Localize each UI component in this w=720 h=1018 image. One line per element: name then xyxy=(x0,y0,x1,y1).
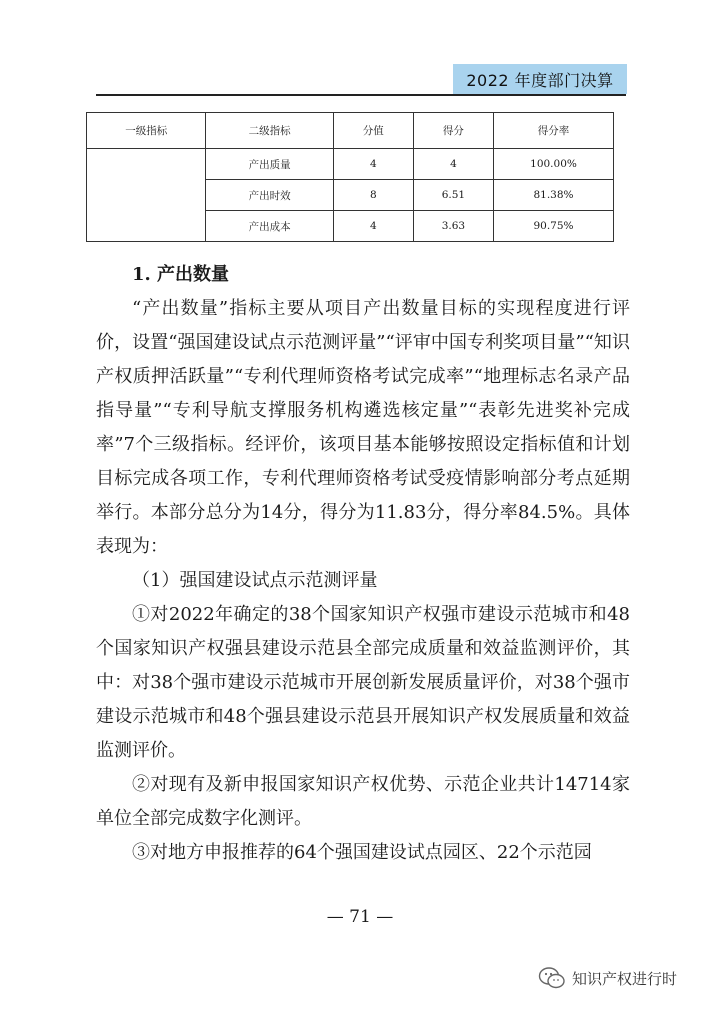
document-header-title: 2022 年度部门决算 xyxy=(453,64,627,94)
column-header: 分值 xyxy=(333,113,413,149)
table-cell: 8 xyxy=(333,180,413,211)
column-header: 二级指标 xyxy=(206,113,333,149)
column-header: 得分率 xyxy=(494,113,614,149)
table-cell: 产出成本 xyxy=(206,211,333,242)
table-cell: 100.00% xyxy=(494,149,614,180)
subsection-heading: （1）强国建设试点示范测评量 xyxy=(132,570,378,591)
table-cell: 4 xyxy=(333,149,413,180)
watermark xyxy=(538,966,677,990)
table-cell: 90.75% xyxy=(494,211,614,242)
section-heading: 1. 产出数量 xyxy=(132,264,230,285)
table-cell: 4 xyxy=(333,211,413,242)
table-cell: 产出时效 xyxy=(206,180,333,211)
table-cell: 产出质量 xyxy=(206,149,333,180)
list-item: ②对现有及新申报国家知识产权优势、示范企业共计14714家单位全部完成数字化测评。 xyxy=(96,774,630,829)
table-cell-level1 xyxy=(87,149,206,242)
column-header: 一级指标 xyxy=(87,113,206,149)
list-item: ①对2022年确定的38个国家知识产权强市建设示范城市和48个国家知识产权强县建设示范县全部完成质量和效益监测评价，其中：对38个强市建设示范城市开展创新发展质量评价，对38个强市建设示范城市和48个强县建设示范县开展知识产权发展质量和效益监测评价。 xyxy=(96,604,630,761)
paragraph: “产出数量”指标主要从项目产出数量目标的实现程度进行评价，设置“强国建设试点示范测评量”“评审中国专利奖项目量”“知识产权质押活跃量”“专利代理师资格考试完成率”“地理标志名录产品指导量”“专利导航支撑服务机构遴选核定量”“表彰先进奖补完成率”7个三级指标。经评价，该项目基本能够按照设定指标值和计划目标完成各项工作，专利代理师资格考试受疫情影响部分考点延期举行。本部分总分为14分，得分为11.83分，得分率84.5%。具体表现为： xyxy=(96,298,630,557)
header-rule xyxy=(96,94,626,96)
score-table xyxy=(86,112,614,242)
column-header: 得分 xyxy=(413,113,493,149)
watermark-text: 知识产权进行时 xyxy=(572,969,678,988)
table-cell: 3.63 xyxy=(413,211,493,242)
document-body xyxy=(96,258,630,870)
table-cell: 81.38% xyxy=(494,180,614,211)
wechat-icon xyxy=(538,966,566,990)
page-number: — 71 — xyxy=(326,907,394,927)
table-header-row xyxy=(87,113,614,149)
table-cell: 6.51 xyxy=(413,180,493,211)
table-row xyxy=(87,149,614,180)
list-item: ③对地方申报推荐的64个强国建设试点园区、22个示范园 xyxy=(132,842,592,863)
table-cell: 4 xyxy=(413,149,493,180)
